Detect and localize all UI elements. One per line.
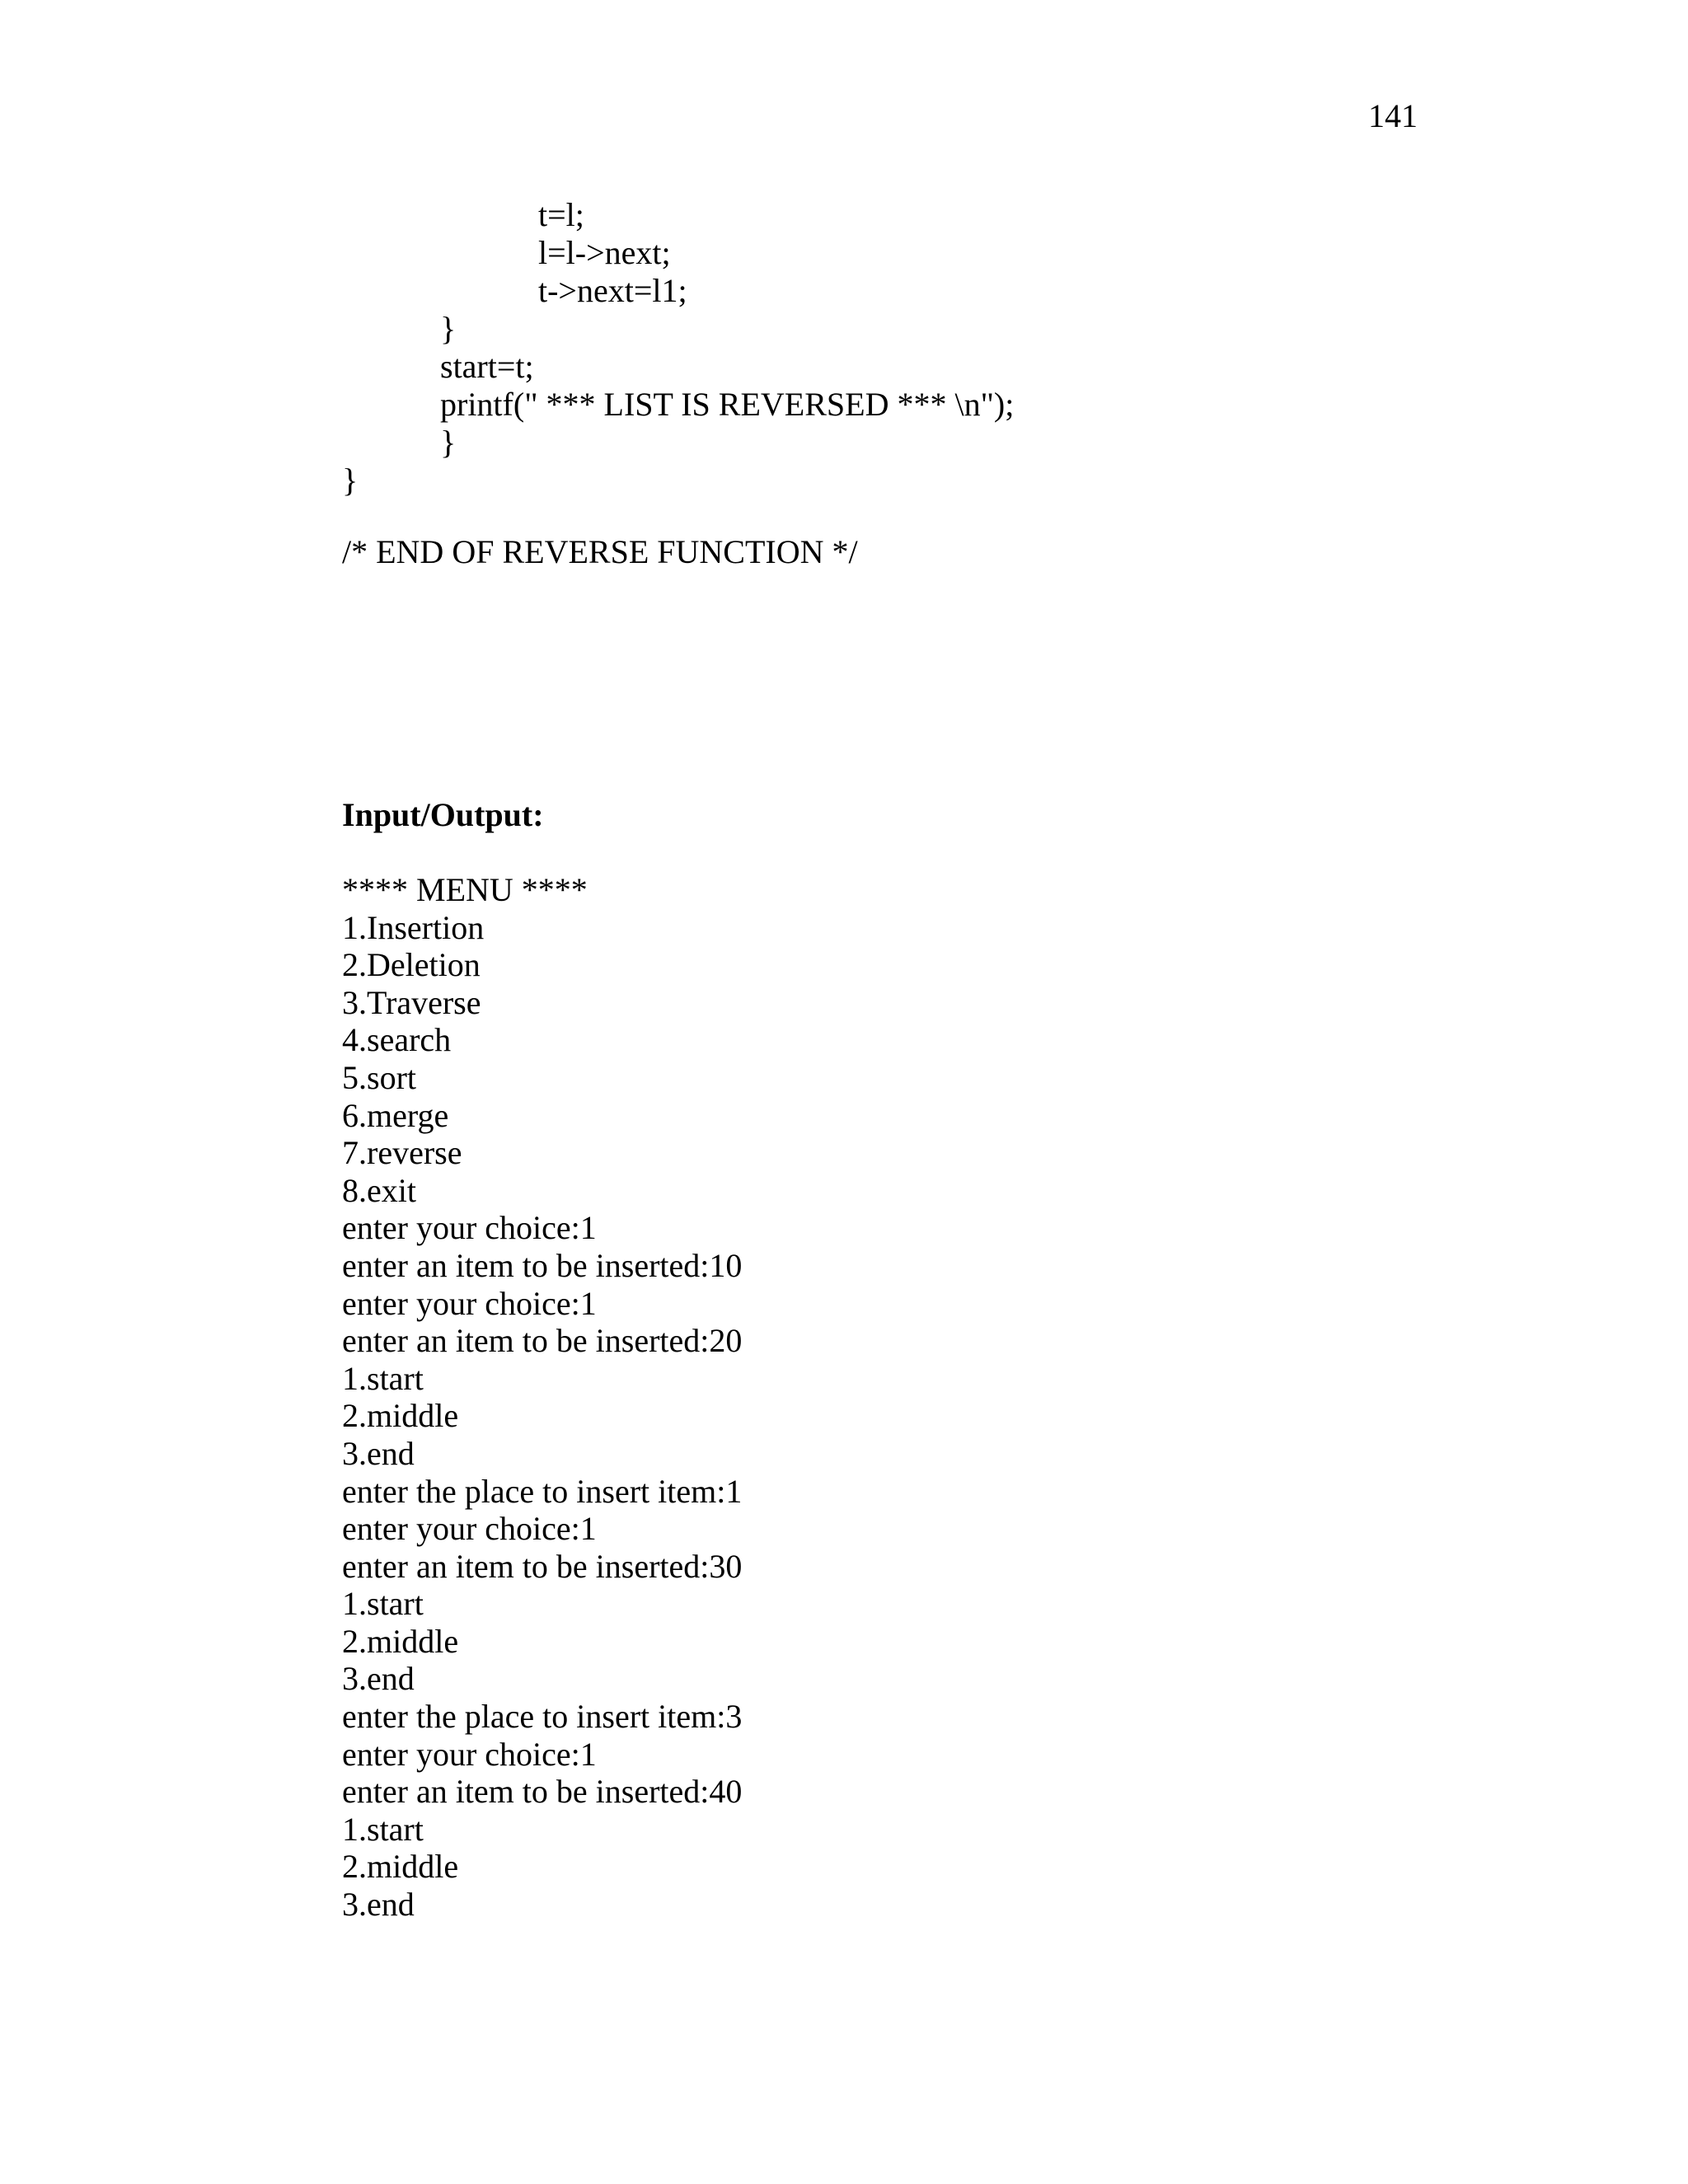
code-line: t->next=l1; [538,272,687,309]
code-line: t=l; [538,196,584,233]
code-line: l=l->next; [538,234,671,271]
code-line: } [440,424,457,461]
end-of-function-comment: /* END OF REVERSE FUNCTION */ [342,533,858,570]
output-line: 6.merge [342,1096,449,1134]
output-line: enter the place to insert item:1 [342,1472,743,1510]
output-line: 3.end [342,1434,415,1472]
output-line: enter an item to be inserted:20 [342,1322,743,1360]
output-line: 1.start [342,1810,424,1848]
output-line: 2.middle [342,1622,459,1660]
output-line: enter your choice:1 [342,1284,597,1322]
output-line: 2.middle [342,1848,459,1886]
output-line: 1.Insertion [342,908,485,946]
output-line: 8.exit [342,1171,416,1209]
output-line: enter your choice:1 [342,1510,597,1548]
output-line: enter an item to be inserted:40 [342,1773,743,1811]
output-line: 1.start [342,1585,424,1623]
code-line: } [342,462,359,499]
output-line: 5.sort [342,1058,416,1096]
output-line: 7.reverse [342,1134,462,1172]
output-line: 1.start [342,1359,424,1397]
output-line: enter an item to be inserted:10 [342,1246,743,1284]
output-line: enter the place to insert item:3 [342,1698,743,1736]
output-line: enter your choice:1 [342,1735,597,1773]
output-line: enter your choice:1 [342,1209,597,1247]
output-line: 3.Traverse [342,983,481,1021]
output-line: 2.Deletion [342,946,481,984]
page-number: 141 [1368,97,1418,134]
output-line: 3.end [342,1886,415,1924]
code-line: } [440,310,457,347]
program-output [342,871,1414,1924]
code-line: printf(" *** LIST IS REVERSED *** \n"); [440,386,1015,423]
output-line: enter an item to be inserted:30 [342,1547,743,1585]
code-line: start=t; [440,348,534,385]
output-line: **** MENU **** [342,871,588,908]
output-line: 2.middle [342,1397,459,1435]
output-line: 4.search [342,1021,452,1059]
output-line: 3.end [342,1660,415,1698]
code-block [342,196,1414,499]
input-output-heading: Input/Output: [342,796,544,833]
